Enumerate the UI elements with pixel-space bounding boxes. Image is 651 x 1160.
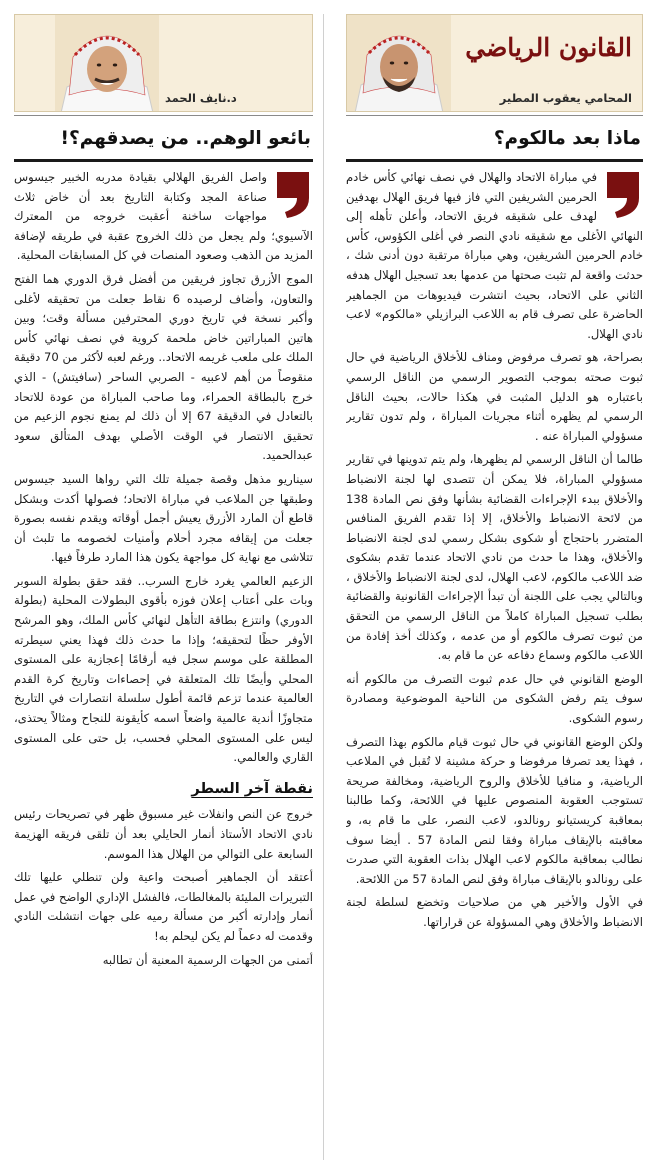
article-paragraph: بصراحة، هو تصرف مرفوض ومناف للأخلاق الرياضية في حال ثبوت صحته بموجب التصوير الرسمي من الناقل الرسمي باعتباره هو الدليل المثبت في هكذا حالات، بحيث الناقل الرسمي لم يظهره أثناء مجريات المباراة ، ولم تدون تقارير مسؤولي المباراة عنه . — [346, 350, 643, 443]
quote-mark-icon — [603, 168, 643, 220]
right-column — [346, 14, 643, 1160]
column-separator — [323, 14, 324, 1160]
article-paragraph: واصل الفريق الهلالي بقيادة مدربه الخبير جيسوس صناعة المجد وكتابة التاريخ بعد أن خاض ثلاث مواجهات ساخنة أعقبت خروجه من المعترك الآسيوي؛ ولم يجعل من ذلك الخروج عقبة في طريقه لإضافة المزيد من الذهب وصعود المنصات في كل المسابقات المحلية. — [14, 170, 313, 263]
article-headline: بائعو الوهم.. من يصدقهم؟! — [14, 116, 313, 162]
article-paragraph: الزعيم العالمي يغرد خارج السرب.. فقد حقق بطولة السوبر وبات على أعتاب إعلان فوزه بأقوى البطولات المحلية (بطولة الدوري) وانتزع بطاقة التأهل لنهائي كأس الملك، وهو المرشح الأوفر حظًا لتحقيقه؛ وإذا ما حدث ذلك فهذا يعني سيطرته المطلقة على موسم سجل فيه أرقامًا إعجازية على المستوى المحلي وأيضًا تلك المتعلقة في إحصاءات وتاريخ كرة القدم العالمية عندما تزعم قائمة أطول سلسلة انتصارات في التاريخ متجاوزًا أندية عالمية واضعاً اسمه كأيقونة للنجاح ومثالاً يحتذى، ليس على المستوى المحلي فحسب، بل حتى على المستوى القاري والعالمي. — [14, 573, 313, 765]
section-subhead: نقطة آخر السطر — [191, 780, 313, 797]
article-paragraph: خروج عن النص وانفلات غير مسبوق ظهر في تصريحات رئيس نادي الاتحاد الأستاذ أنمار الحايلي بعد أن تلقى فريقه الهزيمة السابعة على التوالي من الهلال هذا الموسم. — [14, 807, 313, 861]
quote-mark-icon — [273, 168, 313, 220]
article-body — [346, 168, 643, 933]
article-paragraph: في مباراة الاتحاد والهلال في نصف نهائي كأس خادم الحرمين الشريفين التي فاز فيها فريق الهلال بهدفين لهدف على شقيقه فريق الاتحاد، وأعلن تأهله إلى النهائي الأغلى مع شقيقه نادي النصر في أغلى الكؤوس، كأس خادم الحرمين الشريفين، وهي مباراة مرتقبة دون أدنى شك ، حدثت واقعة لم تثبت صحتها من عدمها بعد تسجيل الهلال هدفه الثاني على الاتحاد، بحيث انتشرت فيديوهات من الجماهير الحاضرة على تصرف قام به اللاعب البرازيلي «مالكوم» لاعب نادي الهلال. — [346, 170, 643, 341]
article-body — [14, 168, 313, 970]
article-paragraph: سيناريو مذهل وقصة جميلة تلك التي رواها السيد جيسوس وطبقها جن الملاعب في مباراة الاتحاد؛ فصولها أكدت وبشكل قاطع أن المارد الأزرق يعيش أجمل أوقاته ويقدم نفسه بصورة جعلت من إيقافه مجرد أحلام وأمنيات لخصومه ما تلبث أن تتلاشى مع نهاية كل مواجهة يكون هذا المارد طرفاً فيها. — [14, 471, 313, 565]
author-portrait — [55, 15, 159, 112]
left-column — [14, 14, 313, 1160]
article-paragraph: ولكن الوضع القانوني في حال ثبوت قيام مالكوم بهذا التصرف ، فهذا يعد تصرفا مرفوضا و حركة مشينة لا تُقبل في الملاعب الرياضية، و منافيا للأخلاق والروح الرياضية، ومخالفة صريحة تستوجب العقوبة المنصوص عليها في اللائحة، وكما طالبنا بمعاقبة كريستيانو رونالدو، لاعب النصر، على ما قام به، و معاقبته بالإيقاف مباراة وفقا لنص المادة 57 . أيضا سوف نطالب بمعاقبة مالكوم لاعب الهلال بذات العقوبة التي صدرت على رونالدو بالإيقاف مباراة وفق لنص المادة 57 من اللائحة. — [346, 734, 643, 886]
column-header — [14, 14, 313, 112]
article-paragraph: الوضع القانوني في حال عدم ثبوت التصرف من مالكوم أنه سوف يتم رفض الشكوى من الناحية الموضوعية ومصادرة رسوم الشكوى. — [346, 671, 643, 726]
article-paragraph: أعتقد أن الجماهير أصبحت واعية ولن تنطلي عليها تلك التبريرات المليئة بالمغالطات، فالفشل الإداري الواضح في عمل أنمار وإدارته أكبر من مسألة رميه على جهات انتشلت النادي وقدمت له دعماً لم يكن ليحلم به! — [14, 870, 313, 943]
article-paragraph: في الأول والأخير هي من صلاحيات وتخضع لسلطة لجنة الانضباط والأخلاق وهي المسؤولة عن قراراتها. — [346, 895, 643, 929]
article-paragraph: طالما أن الناقل الرسمي لم يظهرها، ولم يتم تدوينها في تقارير مسؤولي المباراة، فلا يمكن أن تتصدى لها لجنة الانضباط والأخلاق ببدء الإجراءات القضائية بشأنها وفق نص المادة 138 من لائحة الانضباط والأخلاق، إلا إذا تقدم الفريق المنافس المتضرر باحتجاج أو شكوى بشكل رسمي لدى لجنة الانضباط والأخلاق، وهذا ما حدث من نادي الاتحاد عندما تقدم بشكوى ضد اللاعب مالكوم، لاعب الهلال، لدى لجنة الانضباط والأخلاق ، وبالتالي يجب على اللجنة أن تبدأ الإجراءات القانونية والقضائية بطلب تسجيل المباراة كاملاً من الناقل الرسمي من التحقق من ثبوت تصرف مالكوم أو من عدمه ، وكذلك أخذ إفادة من اللاعب مالكوم وسماع دفاعه عن ما قام به. — [346, 452, 643, 663]
article-headline: ماذا بعد مالكوم؟ — [346, 116, 643, 162]
portrait-illustration — [55, 15, 159, 112]
article-paragraph: أتمنى من الجهات الرسمية المعنية أن تطالبه — [102, 952, 313, 967]
author-byline: د.نايف الحمد — [165, 91, 237, 105]
article-paragraph: الموج الأزرق تجاوز فريقين من أفضل فرق الدوري هما الفتح والتعاون، وأضاف لرصيده 6 نقاط جعلت من تحقيقه لأغلى وأكبر نسخة في تاريخ دوري المحترفين مسألة وقت؛ وبين هاتين المباراتين خاض ملحمة كروية في نصف نهائي كأس الملك على ملعب غريمه الاتحاد.. ورغم لعبه لأكثر من 70 دقيقة منقوصاً من أهم لاعبيه - الصربي الساحر (سافيتش) - الذي خرج بالبطاقة الحمراء، وما صاحب المباراة من عودة للاتحاد بالتعادل في الدقيقة 67 إلا أن ذلك لم يمنع نجوم الزعيم من تحقيق الانتصار في الوقت الأصلي بهدف المتألق سعود عبدالحميد. — [14, 271, 313, 463]
author-byline: المحامي يعقوب المطير — [499, 91, 632, 105]
column-header — [346, 14, 643, 112]
portrait-illustration — [347, 15, 451, 112]
column-title: القانون الرياضي — [465, 33, 632, 62]
author-portrait — [347, 15, 451, 112]
